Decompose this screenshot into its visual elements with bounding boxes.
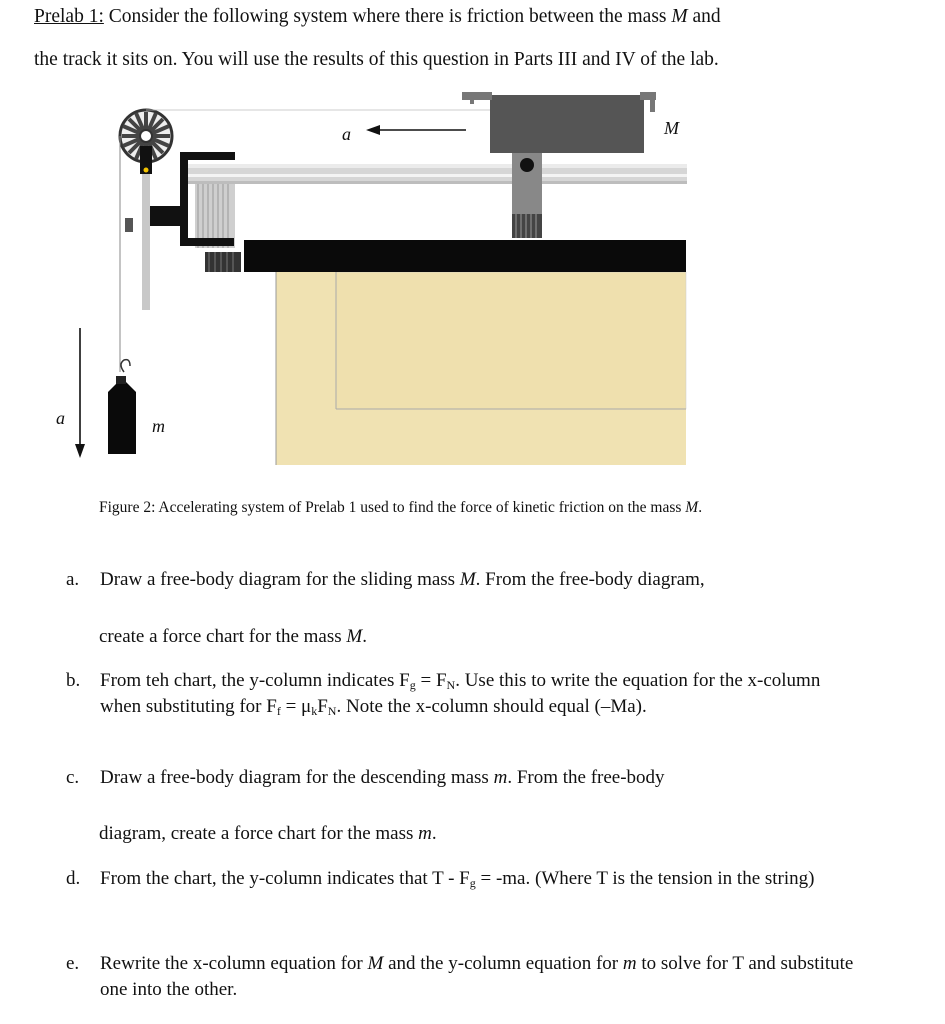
prelab-label: Prelab 1: [34,6,104,27]
question-a-label: a. [66,569,80,590]
question-d-label: d. [66,868,81,889]
sliding-block [490,95,644,153]
caption-mass: M [685,499,699,516]
clamp-knob [205,252,241,272]
label-m: m [152,416,165,436]
question-b [66,668,886,748]
hanger-hook [121,360,130,372]
prelab-title-line [34,5,721,29]
caption-text: Figure 2: Accelerating system of Prelab 1 used to find the force of kinetic friction on the mass [99,499,686,516]
question-c-label: c. [66,767,80,788]
hanging-mass [108,382,136,454]
figure-caption [99,499,702,517]
question-c [66,765,886,795]
question-d-text: From the chart, the y-column indicates that $T - F_g = -ma$. (Where T is the tension in the string) [100,868,815,890]
question-c-text: Draw a free-body diagram for the descending mass m. From the free-body [100,767,665,788]
pulley-rod [142,160,150,310]
friction-setup-figure [0,84,945,484]
prelab-line1-text: Consider the following system where there is friction between the mass [103,6,672,27]
question-a-text: Draw a free-body diagram for the sliding mass M. From the free-body diagram, [100,569,705,590]
question-a [66,567,886,597]
question-d [66,866,886,922]
question-a-continued: create a force chart for the mass M. [99,626,367,647]
question-e-text: Rewrite the x-column equation for M and the y-column equation for m to solve for T and substitute one into the other. [100,953,854,1000]
question-e [66,951,886,1007]
mass-symbol: M [671,6,688,27]
caption-end: . [698,499,703,516]
question-e-label: e. [66,953,80,974]
table-top [244,240,686,272]
question-b-text: From teh chart, the y-column indicates $F_g = F_N$. Use this to write the equation for the x-column when substituting for $F_f = \mu_kF_N$. Note the x-column should equal (–Ma). [100,670,821,718]
prelab-line1-end: and [687,6,721,27]
question-c-continued: diagram, create a force chart for the mass m. [99,823,437,844]
label-a-top: a [342,124,351,144]
label-M: M [664,118,679,138]
table-leg-inner [336,272,686,409]
prelab-line2: the track it sits on. You will use the results of this question in Parts III and IV of the lab. [34,49,719,70]
label-a-left: a [56,408,65,428]
question-b-label: b. [66,670,81,691]
